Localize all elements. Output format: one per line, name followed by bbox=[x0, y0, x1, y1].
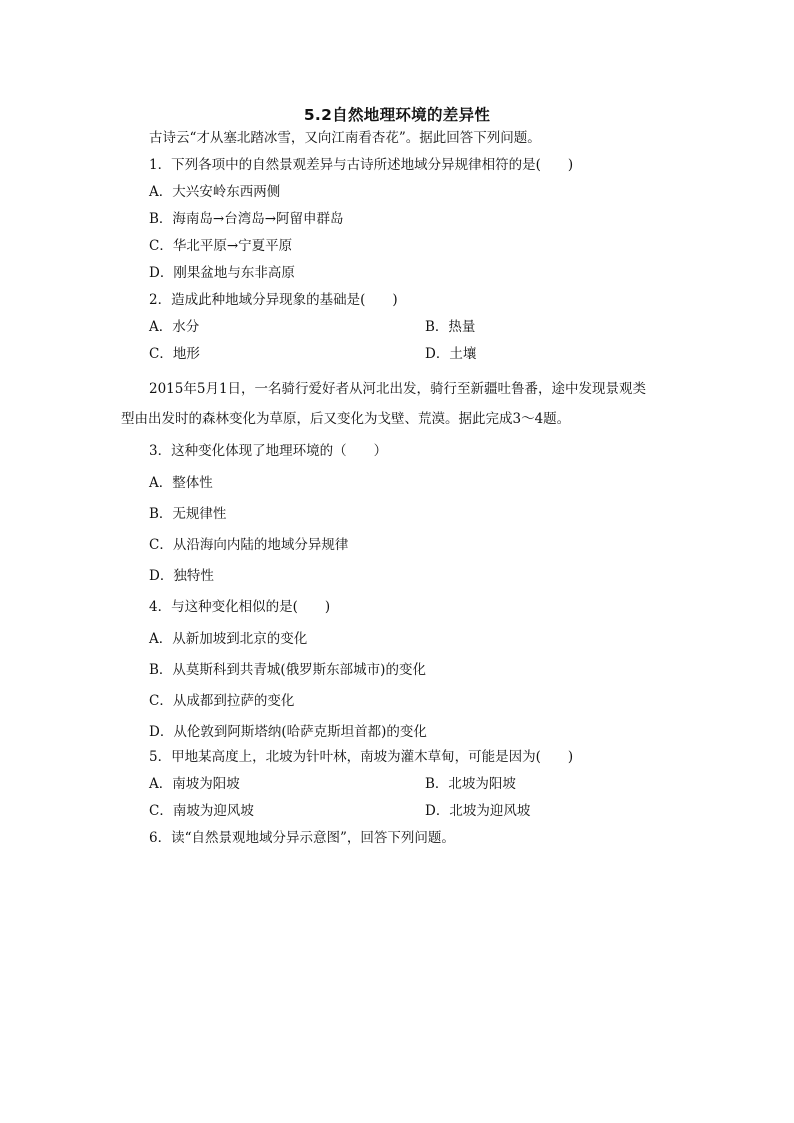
question-5-option-c: C．南坡为迎风坡 bbox=[149, 803, 254, 819]
question-1-option-d: D．刚果盆地与东非高原 bbox=[149, 265, 295, 281]
question-4-option-d: D．从伦敦到阿斯塔纳(哈萨克斯坦首都)的变化 bbox=[149, 724, 427, 740]
question-4-option-b: B．从莫斯科到共青城(俄罗斯东部城市)的变化 bbox=[149, 662, 426, 678]
intro-cyclist-line-2: 型由出发时的森林变化为草原，后又变化为戈壁、荒漠。据此完成3～4题。 bbox=[121, 411, 571, 427]
question-1-option-c: C．华北平原→宁夏平原 bbox=[149, 238, 293, 254]
question-5-option-a: A．南坡为阳坡 bbox=[149, 776, 240, 792]
question-2-option-d: D．土壤 bbox=[425, 346, 477, 362]
question-2-option-c: C．地形 bbox=[149, 346, 200, 362]
intro-poem-text: 古诗云“才从塞北踏冰雪，又向江南看杏花”。据此回答下列问题。 bbox=[149, 130, 541, 146]
question-1-stem: 1．下列各项中的自然景观差异与古诗所述地域分异规律相符的是( ) bbox=[149, 157, 574, 173]
question-3-option-b: B．无规律性 bbox=[149, 506, 227, 522]
question-5-stem: 5．甲地某高度上，北坡为针叶林，南坡为灌木草甸，可能是因为( ) bbox=[149, 749, 574, 765]
question-2-stem: 2．造成此种地域分异现象的基础是( ) bbox=[149, 292, 398, 308]
question-6-stem: 6．读“自然景观地域分异示意图”，回答下列问题。 bbox=[149, 830, 455, 846]
document-title: 5.2自然地理环境的差异性 bbox=[303, 106, 491, 124]
question-1-option-b: B．海南岛→台湾岛→阿留申群岛 bbox=[149, 211, 344, 227]
question-3-option-c: C．从沿海向内陆的地域分异规律 bbox=[149, 537, 349, 553]
question-5-option-d: D．北坡为迎风坡 bbox=[425, 803, 531, 819]
question-4-option-c: C．从成都到拉萨的变化 bbox=[149, 693, 295, 709]
question-4-option-a: A．从新加坡到北京的变化 bbox=[149, 631, 308, 647]
question-3-option-d: D．独特性 bbox=[149, 568, 214, 584]
question-5-option-b: B．北坡为阳坡 bbox=[425, 776, 516, 792]
question-1-option-a: A．大兴安岭东西两侧 bbox=[149, 184, 281, 200]
question-2-option-b: B．热量 bbox=[425, 319, 476, 335]
question-4-stem: 4．与这种变化相似的是( ) bbox=[149, 599, 331, 615]
intro-cyclist-line-1: 2015年5月1日，一名骑行爱好者从河北出发，骑行至新疆吐鲁番，途中发现景观类 bbox=[149, 381, 647, 397]
question-2-option-a: A．水分 bbox=[149, 319, 200, 335]
question-3-stem: 3．这种变化体现了地理环境的（ ） bbox=[149, 443, 388, 459]
question-3-option-a: A．整体性 bbox=[149, 475, 213, 491]
